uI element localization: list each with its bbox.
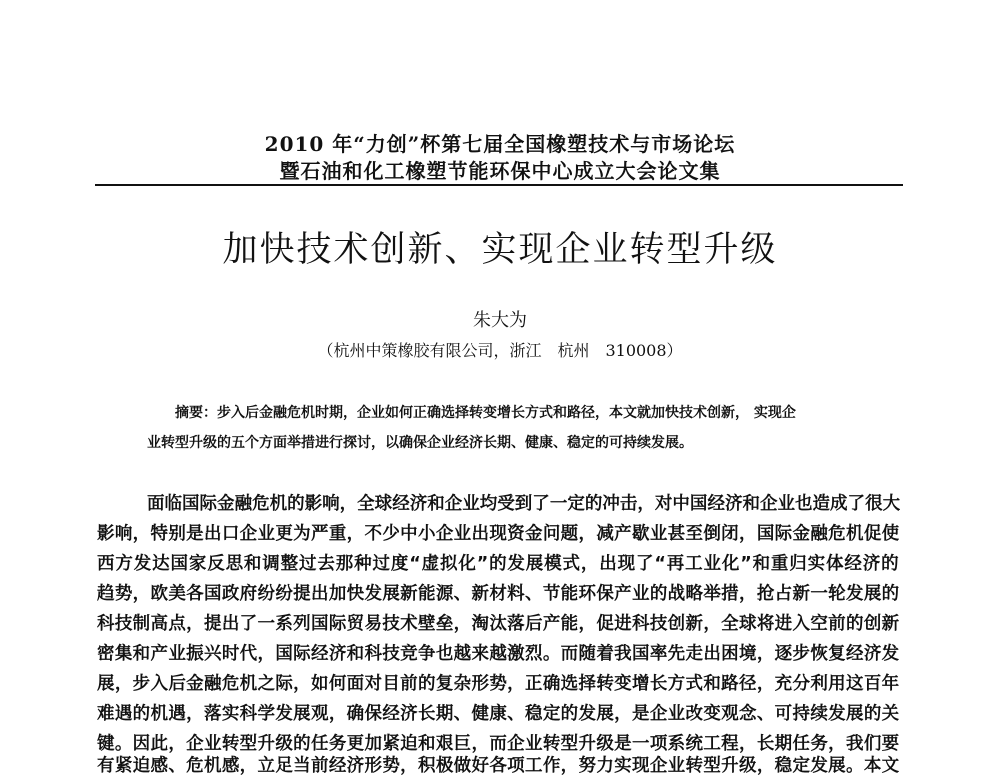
body-text-line: 密集和产业振兴时代，国际经济和科技竞争也越来越激烈。而随着我国率先走出困境，逐步恢复经济发 bbox=[97, 644, 900, 664]
body-text-line: 键。因此，企业转型升级的任务更加紧迫和艰巨，而企业转型升级是一项系统工程，长期任务，我们要 bbox=[97, 734, 900, 754]
paper-title: 加快技术创新、实现企业转型升级 bbox=[222, 230, 778, 270]
author-affiliation: （杭州中策橡胶有限公司，浙江 杭州 310008） bbox=[317, 341, 683, 360]
header-rule bbox=[95, 184, 903, 186]
abstract-line: 业转型升级的五个方面举措进行探讨，以确保企业经济长期、健康、稳定的可持续发展。 bbox=[147, 435, 693, 451]
body-text-line: 影响，特别是出口企业更为严重，不少中小企业出现资金问题，减产歇业甚至倒闭，国际金融危机促使 bbox=[97, 524, 900, 544]
author-name: 朱大为 bbox=[473, 310, 527, 331]
body-text-line: 西方发达国家反思和调整过去那种过度“虚拟化”的发展模式，出现了“再工业化”和重归实体经济的 bbox=[97, 554, 900, 574]
body-text-line: 难遇的机遇，落实科学发展观，确保经济长期、健康、稳定的发展，是企业改变观念、可持续发展的关 bbox=[97, 704, 900, 724]
body-text-line: 面临国际金融危机的影响，全球经济和企业均受到了一定的冲击，对中国经济和企业也造成了很大 bbox=[147, 494, 901, 514]
body-text-line: 科技制高点，提出了一系列国际贸易技术壁垒，淘汰落后产能，促进科技创新，全球将进入空前的创新 bbox=[97, 614, 900, 634]
body-text-line: 有紧迫感、危机感，立足当前经济形势，积极做好各项工作，努力实现企业转型升级，稳定发展。本文 bbox=[97, 756, 900, 776]
proceedings-header-line1: 2010 年“力创”杯第七届全国橡塑技术与市场论坛 bbox=[264, 132, 736, 156]
proceedings-header-line2: 暨石油和化工橡塑节能环保中心成立大会论文集 bbox=[279, 159, 721, 183]
body-text-line: 展，步入后金融危机之际，如何面对目前的复杂形势，正确选择转变增长方式和路径，充分利用这百年 bbox=[97, 674, 900, 694]
abstract-line: 摘要：步入后金融危机时期，企业如何正确选择转变增长方式和路径，本文就加快技术创新， 实现企 bbox=[175, 405, 796, 421]
body-text-line: 趋势，欧美各国政府纷纷提出加快发展新能源、新材料、节能环保产业的战略举措，抢占新一轮发展的 bbox=[97, 584, 900, 604]
